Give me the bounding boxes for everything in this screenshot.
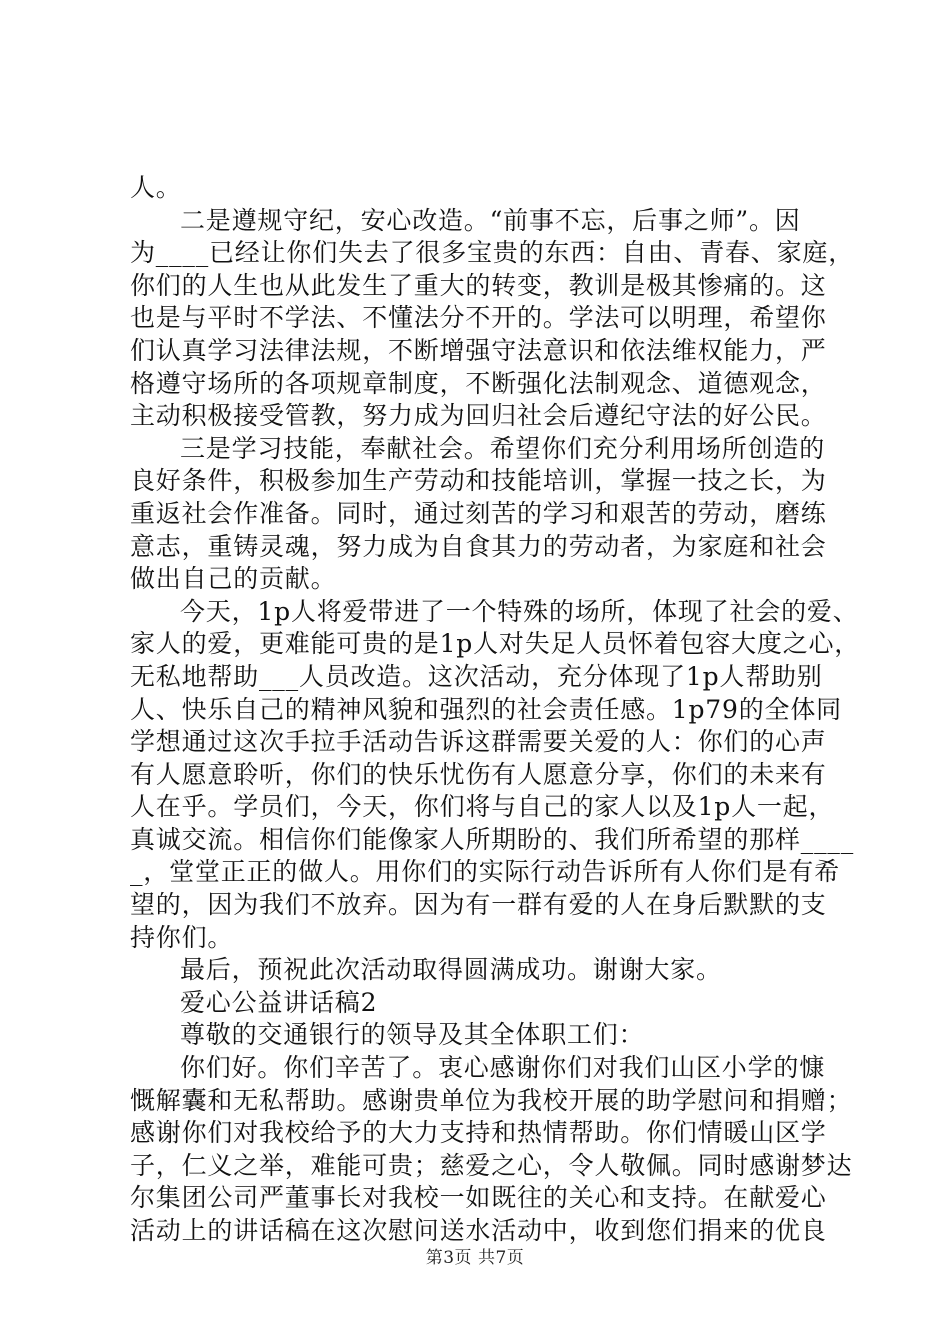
document-body	[130, 172, 861, 1248]
text-line: 人在乎。学员们，今天，你们将与自己的家人以及1p人一起，	[130, 792, 835, 822]
text-line: 望的，因为我们不放弃。因为有一群有爱的人在身后默默的支	[130, 890, 827, 920]
text-line: 慨解囊和无私帮助。感谢贵单位为我校开展的助学慰问和捐赠；	[130, 1085, 853, 1115]
text-line: 你们的人生也从此发生了重大的转变，教训是极其惨痛的。这	[130, 270, 827, 300]
section-heading: 爱心公益讲话稿2	[180, 987, 378, 1017]
text-line: 人。	[130, 173, 182, 202]
paragraph-line: 二是遵规守纪，安心改造。“前事不忘，后事之师”。因	[180, 205, 801, 235]
text-line: 重返社会作准备。同时，通过刻苦的学习和艰苦的劳动，磨练	[130, 498, 827, 528]
salutation: 尊敬的交通银行的领导及其全体职工们：	[180, 1020, 645, 1050]
text-line: 良好条件，积极参加生产劳动和技能培训，掌握一技之长，为	[130, 466, 827, 496]
text-line: 子，仁义之举，难能可贵；慈爱之心，令人敬佩。同时感谢梦达	[130, 1150, 853, 1180]
text-line: 活动上的讲话稿在这次慰问送水活动中，收到您们捐来的优良	[130, 1216, 827, 1245]
paragraph-line: 你们好。你们辛苦了。衷心感谢你们对我们山区小学的慷	[180, 1053, 826, 1083]
text-line: 为____已经让你们失去了很多宝贵的东西：自由、青春、家庭，	[130, 238, 855, 268]
text-line: 主动积极接受管教，努力成为回归社会后遵纪守法的好公民。	[130, 401, 827, 431]
text-line: 真诚交流。相信你们能像家人所期盼的、我们所希望的那样____	[130, 824, 855, 854]
paragraph-line: 三是学习技能，奉献社会。希望你们充分利用场所创造的	[180, 433, 826, 463]
text-line: 感谢你们对我校给予的大力支持和热情帮助。你们情暖山区学	[130, 1118, 827, 1148]
text-line: 无私地帮助___人员改造。这次活动，充分体现了1p人帮助别	[130, 661, 823, 691]
text-line: 也是与平时不学法、不懂法分不开的。学法可以明理，希望你	[130, 303, 827, 333]
page-number-footer: 第3页 共7页	[425, 1248, 525, 1268]
text-line: _，堂堂正正的做人。用你们的实际行动告诉所有人你们是有希	[130, 857, 840, 887]
text-line: 家人的爱，更难能可贵的是1p人对失足人员怀着包容大度之心，	[130, 629, 861, 659]
text-line: 持你们。	[130, 922, 234, 952]
text-line: 人、快乐自己的精神风貌和强烈的社会责任感。1p79的全体同	[130, 694, 842, 724]
text-line: 做出自己的贡献。	[130, 564, 337, 594]
text-line: 学想通过这次手拉手活动告诉这群需要关爱的人：你们的心声	[130, 727, 827, 757]
text-line: 意志，重铸灵魂，努力成为自食其力的劳动者，为家庭和社会	[130, 531, 827, 561]
text-line: 尔集团公司严董事长对我校一如既往的关心和支持。在献爱心	[130, 1183, 827, 1213]
text-line: 们认真学习法律法规，不断增强守法意识和依法维权能力，严	[130, 335, 827, 365]
text-line: 格遵守场所的各项规章制度，不断强化法制观念、道德观念，	[130, 368, 827, 398]
paragraph-line: 今天，1p人将爱带进了一个特殊的场所，体现了社会的爱、	[180, 596, 859, 626]
paragraph-line: 最后，预祝此次活动取得圆满成功。谢谢大家。	[180, 955, 722, 985]
text-line: 有人愿意聆听，你们的快乐忧伤有人愿意分享，你们的未来有	[130, 759, 827, 789]
